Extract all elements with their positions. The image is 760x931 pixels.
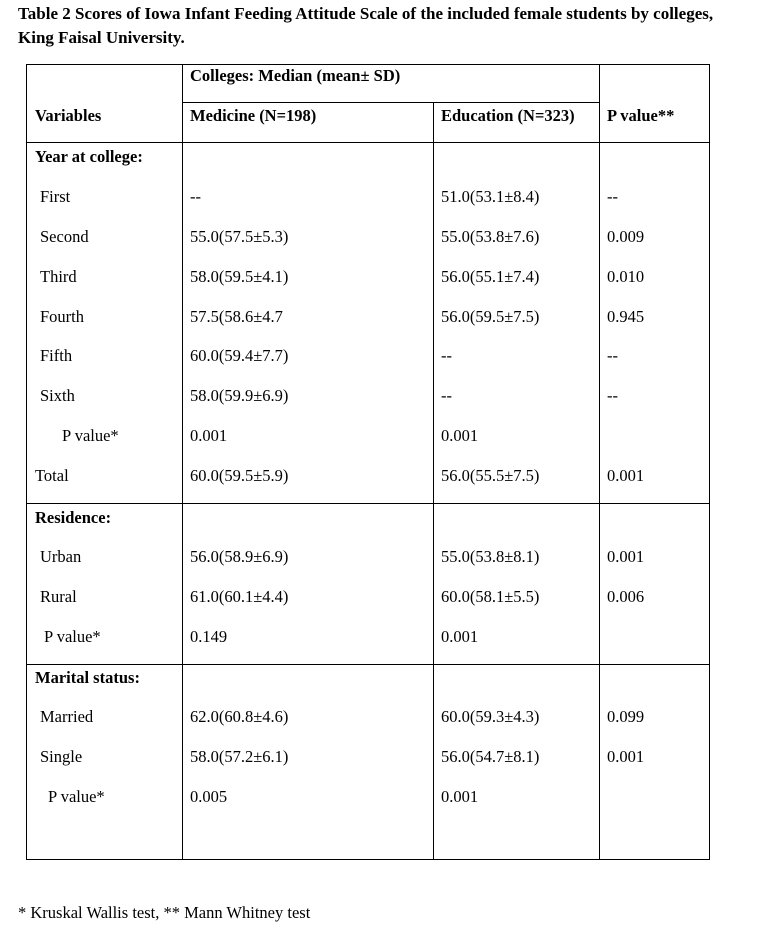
header-rule <box>26 142 710 143</box>
medicine-value: 57.5(58.6±4.7 <box>190 307 283 326</box>
row-label: Fifth <box>40 346 73 365</box>
section-rule-marital <box>26 664 710 665</box>
table-border-left <box>26 64 27 860</box>
education-value: 55.0(53.8±8.1) <box>441 547 540 566</box>
header-medicine: Medicine (N=198) <box>190 106 317 125</box>
row-label: Third <box>40 267 77 286</box>
group-header: Colleges: Median (mean± SD) <box>190 66 401 85</box>
group-header-rule <box>182 102 599 103</box>
row-label: Single <box>40 747 83 766</box>
education-value: 55.0(53.8±7.6) <box>441 227 540 246</box>
medicine-value: 0.149 <box>190 627 228 646</box>
row-label: P value* <box>44 627 101 646</box>
col-divider-2 <box>433 102 434 860</box>
medicine-value: -- <box>190 187 201 206</box>
medicine-value: 60.0(59.5±5.9) <box>190 466 289 485</box>
p-value: 0.945 <box>607 307 645 326</box>
header-pvalue: P value** <box>607 106 675 125</box>
education-value: 60.0(59.3±4.3) <box>441 707 540 726</box>
table-border-top <box>26 64 710 65</box>
p-value: -- <box>607 346 618 365</box>
section-title-year: Year at college: <box>35 147 143 166</box>
row-label: P value* <box>62 426 119 445</box>
education-value: 0.001 <box>441 426 479 445</box>
education-value: -- <box>441 386 452 405</box>
section-title-residence: Residence: <box>35 508 112 527</box>
medicine-value: 56.0(58.9±6.9) <box>190 547 289 566</box>
education-value: 56.0(55.5±7.5) <box>441 466 540 485</box>
education-value: 0.001 <box>441 627 479 646</box>
table-caption: Table 2 Scores of Iowa Infant Feeding Attitude Scale of the included female students by colleges, King Faisal University. <box>18 4 714 47</box>
row-label: Rural <box>40 587 77 606</box>
row-label: Second <box>40 227 89 246</box>
p-value: 0.010 <box>607 267 645 286</box>
p-value: 0.001 <box>607 466 645 485</box>
scores-table <box>26 64 710 860</box>
p-value: 0.009 <box>607 227 645 246</box>
medicine-value: 58.0(59.9±6.9) <box>190 386 289 405</box>
education-value: 56.0(59.5±7.5) <box>441 307 540 326</box>
education-value: -- <box>441 346 452 365</box>
row-label: Urban <box>40 547 82 566</box>
medicine-value: 55.0(57.5±5.3) <box>190 227 289 246</box>
table-border-right <box>709 64 710 860</box>
table-border-bottom <box>26 859 710 860</box>
education-value: 0.001 <box>441 787 479 806</box>
medicine-value: 0.005 <box>190 787 228 806</box>
row-label: P value* <box>48 787 105 806</box>
section-title-marital: Marital status: <box>35 668 140 687</box>
education-value: 56.0(55.1±7.4) <box>441 267 540 286</box>
education-value: 60.0(58.1±5.5) <box>441 587 540 606</box>
p-value: 0.001 <box>607 547 645 566</box>
p-value: 0.001 <box>607 747 645 766</box>
section-rule-residence <box>26 503 710 504</box>
medicine-value: 60.0(59.4±7.7) <box>190 346 289 365</box>
row-label: First <box>40 187 71 206</box>
row-label: Sixth <box>40 386 75 405</box>
row-label: Married <box>40 707 94 726</box>
medicine-value: 61.0(60.1±4.4) <box>190 587 289 606</box>
p-value: -- <box>607 187 618 206</box>
medicine-value: 58.0(57.2±6.1) <box>190 747 289 766</box>
p-value: 0.006 <box>607 587 645 606</box>
row-label: Total <box>35 466 69 485</box>
medicine-value: 58.0(59.5±4.1) <box>190 267 289 286</box>
table-footnote: * Kruskal Wallis test, ** Mann Whitney test <box>18 903 311 922</box>
p-value: -- <box>607 386 618 405</box>
medicine-value: 0.001 <box>190 426 228 445</box>
header-education: Education (N=323) <box>441 106 575 125</box>
row-label: Fourth <box>40 307 85 326</box>
education-value: 51.0(53.1±8.4) <box>441 187 540 206</box>
education-value: 56.0(54.7±8.1) <box>441 747 540 766</box>
col-divider-1 <box>182 64 183 860</box>
col-divider-3 <box>599 64 600 860</box>
medicine-value: 62.0(60.8±4.6) <box>190 707 289 726</box>
p-value: 0.099 <box>607 707 645 726</box>
header-variables: Variables <box>35 106 102 125</box>
